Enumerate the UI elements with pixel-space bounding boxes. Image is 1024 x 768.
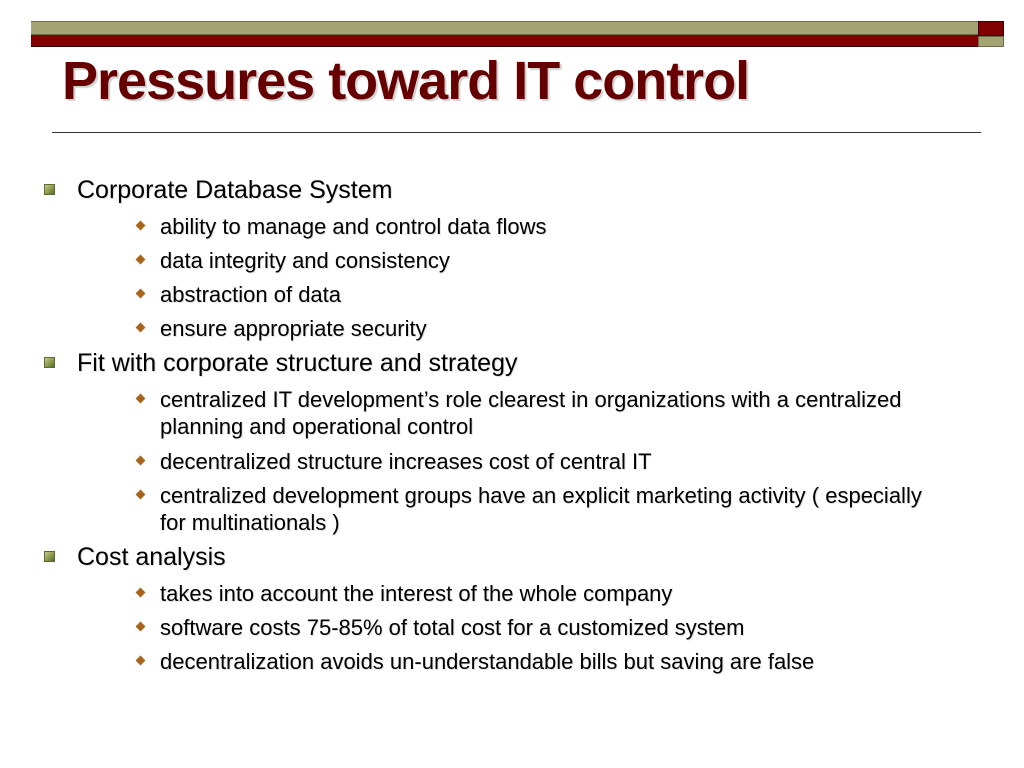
diamond-bullet-icon [136,490,146,500]
slide-title: Pressures toward IT control [62,51,750,111]
list-item-text: takes into account the interest of the whole company [160,581,673,606]
square-bullet-icon [44,551,55,562]
square-bullet-icon [44,357,55,368]
list-item-text: decentralization avoids un-understandable bills but saving are false [160,649,815,674]
diamond-bullet-icon [136,323,146,333]
list-item-text: centralized development groups have an explicit marketing activity ( especially for multinationals ) [160,483,922,535]
header-corner-olive [978,36,1004,47]
square-bullet-icon [44,184,55,195]
list-item-text: software costs 75-85% of total cost for a customized system [160,615,745,640]
header-corner-red [978,21,1004,36]
section-heading-text: Corporate Database System [77,176,393,204]
diamond-bullet-icon [136,456,146,466]
list-item-text: decentralized structure increases cost of central IT [160,449,652,474]
diamond-bullet-icon [136,221,146,231]
list-item-text: abstraction of data [160,282,342,307]
diamond-bullet-icon [136,255,146,265]
diamond-bullet-icon [136,289,146,299]
list-item-text: data integrity and consistency [160,248,450,273]
diamond-bullet-icon [136,588,146,598]
section-heading-text: Cost analysis [77,543,226,571]
diamond-bullet-icon [136,394,146,404]
section-heading-text: Fit with corporate structure and strategy [77,349,518,377]
list-item-text: ability to manage and control data flows [160,214,547,239]
title-divider [52,132,981,133]
diamond-bullet-icon [136,656,146,666]
header-bar-red [31,35,978,47]
header-bar-olive [31,21,978,35]
diamond-bullet-icon [136,622,146,632]
list-item-text: centralized IT development’s role clearest in organizations with a centralized planning and operational control [160,387,902,439]
list-item-text: ensure appropriate security [160,316,427,341]
